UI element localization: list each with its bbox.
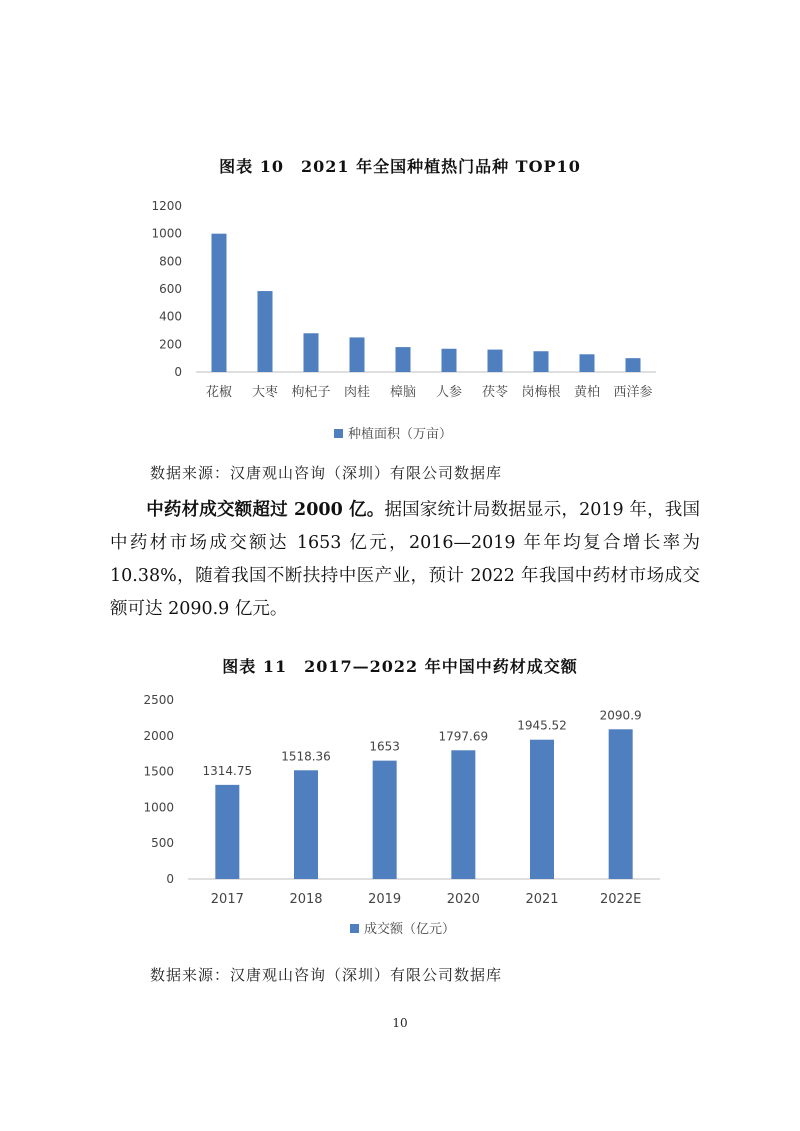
- y-tick-label: 400: [159, 309, 182, 324]
- data-label: 1518.36: [281, 749, 331, 764]
- x-tick-label: 人参: [435, 385, 463, 400]
- y-tick-label: 500: [151, 836, 174, 851]
- x-tick-label: 西洋参: [613, 385, 653, 400]
- x-tick-label: 2017: [210, 892, 244, 907]
- y-tick-label: 2000: [143, 728, 174, 743]
- paragraph-body: 据国家统计局数据显示，2019 年，我国中药材市场成交额达 1653 亿元，2016—2019 年年均复合增长率为 10.38%，随着我国不断扶持中医产业，预计 2022 年我国中药材市场成交额可达 2090.9 亿元。: [110, 500, 700, 619]
- x-tick-label: 2018: [289, 892, 323, 907]
- legend-swatch: [350, 924, 359, 933]
- bar: [373, 761, 397, 879]
- y-tick-label: 1500: [143, 764, 174, 779]
- x-tick-label: 茯苓: [481, 385, 509, 400]
- bar: [294, 770, 318, 879]
- y-tick-label: 1000: [151, 226, 182, 241]
- source-note-1: 数据来源：汉唐观山咨询（深圳）有限公司数据库: [150, 464, 503, 482]
- data-label: 2090.9: [599, 708, 642, 723]
- paragraph-lead: 中药材成交额超过 2000 亿。: [146, 500, 385, 520]
- data-label: 1797.69: [438, 729, 489, 744]
- y-tick-label: 2500: [143, 693, 174, 707]
- y-tick-label: 200: [159, 337, 182, 352]
- x-tick-label: 2022E: [600, 892, 642, 907]
- y-tick-label: 0: [174, 365, 182, 379]
- y-tick-label: 600: [159, 282, 182, 296]
- x-tick-label: 岗梅根: [521, 385, 561, 400]
- bar: [451, 750, 475, 879]
- data-label: 1945.52: [517, 718, 567, 733]
- data-label: 1653: [369, 739, 400, 754]
- x-tick-label: 2021: [525, 892, 559, 907]
- x-tick-label: 花椒: [205, 385, 233, 400]
- page-number: 10: [392, 1016, 408, 1030]
- y-tick-label: 1200: [151, 199, 182, 213]
- x-tick-label: 樟脑: [389, 385, 417, 400]
- x-tick-label: 2020: [446, 892, 480, 907]
- x-tick-label: 2019: [368, 892, 402, 907]
- y-tick-label: 800: [159, 254, 182, 269]
- y-tick-label: 0: [166, 872, 174, 886]
- x-tick-label: 黄柏: [573, 385, 601, 400]
- x-tick-label: 枸杞子: [291, 385, 331, 400]
- x-tick-label: 肉桂: [343, 385, 371, 400]
- bar: [215, 785, 239, 879]
- bar: [609, 729, 633, 879]
- y-tick-label: 1000: [143, 800, 174, 815]
- figure-11-title: 图表 11 2017—2022 年中国中药材成交额: [222, 657, 578, 676]
- x-tick-label: 大枣: [251, 385, 279, 400]
- source-note-2: 数据来源：汉唐观山咨询（深圳）有限公司数据库: [150, 966, 503, 984]
- data-label: 1314.75: [202, 763, 253, 778]
- figure-10-title: 图表 10 2021 年全国种植热门品种 TOP10: [219, 157, 581, 176]
- legend-label: 成交额（亿元）: [364, 922, 456, 937]
- legend-label: 种植面积（万亩）: [348, 427, 453, 442]
- bar: [530, 740, 554, 879]
